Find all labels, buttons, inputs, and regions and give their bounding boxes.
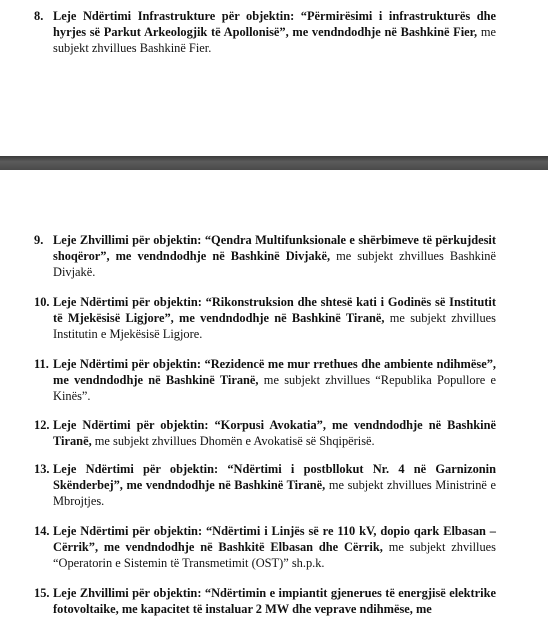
- item-title: Leje Zhvillimi për objektin: “Ndërtimin e impiantit gjenerues të energjisë elektrike fotovoltaike, me kapacitet të instaluar 2 MW dhe veprave ndihmëse, me: [53, 586, 496, 616]
- list-item: [34, 8, 496, 56]
- item-number: 13.: [34, 462, 50, 476]
- item-developer: me subjekt zhvillues Dhomën e Avokatisë së Shqipërisë.: [91, 434, 375, 448]
- list-item: [34, 232, 496, 280]
- page-separator: [0, 156, 548, 170]
- list-item: [34, 417, 496, 449]
- item-number: 9.: [34, 233, 44, 247]
- item-developer: me subjekt zhvillues Bashkinë Fier.: [53, 25, 496, 55]
- item-number: 14.: [34, 524, 50, 538]
- item-text: [53, 461, 496, 509]
- item-number: 15.: [34, 586, 50, 600]
- item-text: [53, 523, 496, 571]
- item-title: Leje Ndërtimi për objektin: “Ndërtimi i postbllokut Nr. 4 në Garnizonin Skënderbej”, me vendndodhje në Bashkinë Tiranë,: [53, 462, 496, 492]
- item-title: Leje Ndërtimi për objektin: “Korpusi Avokatia”, me vendndodhje në Bashkinë Tiranë,: [53, 418, 496, 448]
- item-title: Leje Zhvillimi për objektin: “Qendra Multifunksionale e shërbimeve të përkujdesit shoqëror”, me vendndodhje në Bashkinë Divjakë,: [53, 233, 496, 263]
- item-text: [53, 232, 496, 280]
- list-item: [34, 294, 496, 342]
- item-title: Leje Ndërtimi për objektin: “Rikonstruksion dhe shtesë kati i Godinës së Institutit të Mjekësisë Ligjore”, me vendndodhje në Bashkinë Tiranë,: [53, 295, 496, 325]
- item-text: [53, 356, 496, 404]
- item-text: [53, 294, 496, 342]
- item-developer: me subjekt zhvillues “Operatorin e Sistemin të Transmetimit (OST)” sh.p.k.: [53, 540, 496, 570]
- item-developer: me subjekt zhvillues Bashkinë Divjakë.: [53, 249, 496, 279]
- list-item: [34, 523, 496, 571]
- list-item: [34, 585, 496, 617]
- item-developer: me subjekt zhvillues “Republika Popullore e Kinës”.: [53, 373, 496, 403]
- item-title: Leje Ndërtimi për objektin: “Rezidencë me mur rrethues dhe ambiente ndihmëse”, me vendndodhje në Bashkinë Tiranë,: [53, 357, 496, 387]
- item-number: 12.: [34, 418, 50, 432]
- item-number: 8.: [34, 9, 44, 23]
- item-developer: me subjekt zhvillues Ministrinë e Mbrojtjes.: [53, 478, 496, 508]
- list-item: [34, 356, 496, 404]
- item-text: [53, 417, 496, 449]
- list-item: [34, 461, 496, 509]
- item-number: 10.: [34, 295, 50, 309]
- item-title: Leje Ndërtimi për objektin: “Ndërtimi i Linjës së re 110 kV, dopio qark Elbasan – Cërrik”, me vendndodhje në Bashkitë Elbasan dhe Cërrik,: [53, 524, 496, 554]
- item-text: [53, 8, 496, 56]
- item-text: [53, 585, 496, 617]
- item-developer: me subjekt zhvillues Institutin e Mjekësisë Ligjore.: [53, 311, 496, 341]
- item-number: 11.: [34, 357, 49, 371]
- item-title: Leje Ndërtimi Infrastrukture për objektin: “Përmirësimi i infrastrukturës dhe hyrjes së Parkut Arkeologjik të Apollonisë”, me vendndodhje në Bashkinë Fier,: [53, 9, 496, 39]
